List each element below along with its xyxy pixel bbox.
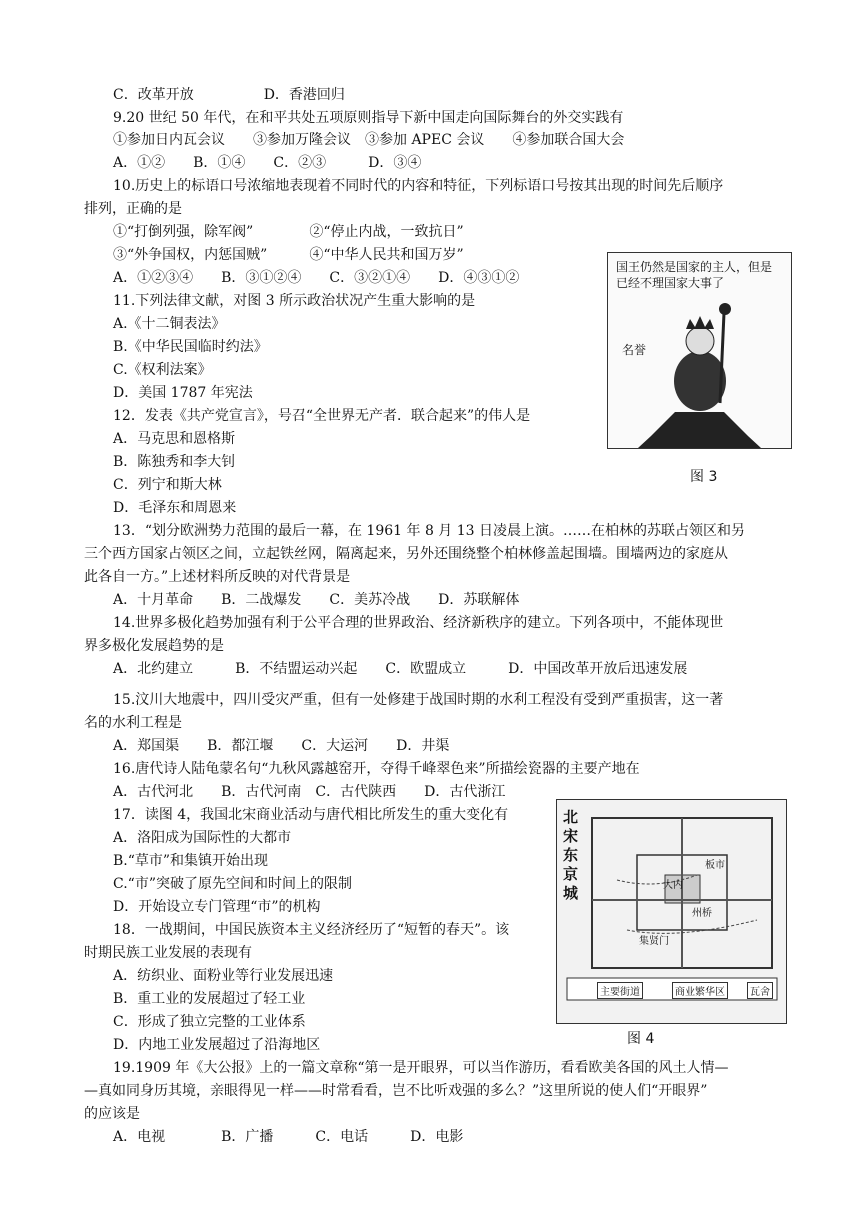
fig4-label-zhouqiao: 州桥 <box>692 908 712 919</box>
text-line: 11.下列法律文献，对图 3 所示政治状况产生重大影响的是 <box>113 293 476 309</box>
text-line: D．内地工业发展超过了沿海地区 <box>113 1037 321 1053</box>
text-line: D．开始设立专门管理“市”的机构 <box>113 899 321 915</box>
text-line: A．纺织业、面粉业等行业发展迅速 <box>113 968 334 984</box>
q14-text-end: 体现世 <box>681 615 724 631</box>
fig4-legend-2: 商业繁华区 <box>672 982 728 999</box>
text-line: 18．一战期间，中国民族资本主义经济经历了“短暂的春天”。该 <box>113 922 510 938</box>
q14-emphasis: 不能 <box>653 615 682 631</box>
question-14-stem-2: 界多极化发展趋势的是 <box>84 638 224 654</box>
fig3-speech: 国王仍然是国家的主人，但是 已经不理国家大事了 <box>616 260 773 290</box>
question-14-stem <box>113 612 723 634</box>
figure-4-caption: 图 4 <box>627 1031 655 1047</box>
text-line: D．美国 1787 年宪法 <box>113 385 253 401</box>
text-line: A．马克思和恩格斯 <box>113 431 236 447</box>
text-line: 12．发表《共产党宣言》，号召“全世界无产者．联合起来”的伟人是 <box>113 408 531 424</box>
text-line: 名的水利工程是 <box>84 715 182 731</box>
text-line: ①“打倒列强，除军阀” ②“停止内战，一致抗日” <box>113 224 464 240</box>
text-line: C．改革开放 D．香港回归 <box>113 87 345 103</box>
fig4-label-jixianmen: 集贤门 <box>639 936 669 947</box>
q14-text: 14.世界多极化趋势加强有利于公平合理的世界政治、经济新秩序的建立。下列各项中， <box>113 615 654 631</box>
text-line: B.“草市”和集镇开始出现 <box>113 853 269 869</box>
text-line: C.“市”突破了原先空间和时间上的限制 <box>113 876 352 892</box>
text-line: ①参加日内瓦会议 ③参加万隆会议 ③参加 APEC 会议 ④参加联合国大会 <box>113 132 625 148</box>
text-line: C．形成了独立完整的工业体系 <box>113 1014 306 1030</box>
text-line: ③“外争国权，内惩国贼” ④“中华人民共和国万岁” <box>113 247 464 263</box>
text-line: 时期民族工业发展的表现有 <box>84 945 252 961</box>
text-line: 16.唐代诗人陆龟蒙名句“九秋风露越窑开，夺得千峰翠色来”所描绘瓷器的主要产地在 <box>113 761 640 777</box>
text-line: 19.1909 年《大公报》上的一篇文章称“第一是开眼界，可以当作游历，看看欧美各国的风土人情— <box>113 1060 729 1076</box>
text-line: 9.20 世纪 50 年代，在和平共处五项原则指导下新中国走向国际舞台的外交实践有 <box>113 110 624 126</box>
figure-3 <box>607 252 792 449</box>
text-line: A．洛阳成为国际性的大都市 <box>113 830 292 846</box>
text-line: 10.历史上的标语口号浓缩地表现着不同时代的内容和特征，下列标语口号按其出现的时间先后顺序 <box>113 178 724 194</box>
text-line: C．列宁和斯大林 <box>113 477 222 493</box>
fig4-legend-1: 主要街道 <box>597 982 643 999</box>
text-line: D．毛泽东和周恩来 <box>113 500 237 516</box>
text-line: 13．“划分欧洲势力范围的最后一幕，在 1961 年 8 月 13 日凌晨上演。……在柏林的苏联占领区和另 <box>113 523 746 539</box>
text-line: B.《中华民国临时约法》 <box>113 339 268 355</box>
text-line: 15.汶川大地震中，四川受灾严重，但有一处修建于战国时期的水利工程没有受到严重损害，这一著 <box>113 692 724 708</box>
question-14-options: A．北约建立 B．不结盟运动兴起 C．欧盟成立 D．中国改革开放后迅速发展 <box>113 661 688 677</box>
text-line: 此各自一方。”上述材料所反映的对代背景是 <box>84 569 351 585</box>
text-line: A．古代河北 B．古代河南 C．古代陕西 D．古代浙江 <box>113 784 506 800</box>
text-line: 的应该是 <box>84 1106 140 1122</box>
fig4-label-danei: 大内 <box>663 880 683 891</box>
text-line: 排列，正确的是 <box>84 201 182 217</box>
figure-3-caption: 图 3 <box>690 469 718 485</box>
fig4-title: 北宋东京城 <box>563 808 579 902</box>
fig4-label-banshi: 板市 <box>705 860 725 871</box>
text-line: A．①② B．①④ C．②③ D．③④ <box>113 155 422 171</box>
text-line: 17．读图 4，我国北宋商业活动与唐代相比所发生的重大变化有 <box>113 807 509 823</box>
figure-4 <box>556 799 787 1024</box>
text-line: 三个西方国家占领区之间，立起铁丝网，隔离起来，另外还围绕整个柏林修盖起围墙。围墙两边的家庭从 <box>84 546 728 562</box>
text-line: B．重工业的发展超过了轻工业 <box>113 991 306 1007</box>
fig4-legend-3: 瓦舍 <box>747 982 773 999</box>
text-line: C.《权利法案》 <box>113 362 212 378</box>
text-line: B．陈独秀和李大钊 <box>113 454 236 470</box>
text-line: A．①②③④ B．③①②④ C．③②①④ D．④③①② <box>113 270 520 286</box>
text-line: —真如同身历其境，亲眼得见一样——时常看看，岂不比听戏强的多么？”这里所说的使人们“开眼界” <box>84 1083 708 1099</box>
text-line: A．郑国渠 B．都江堰 C．大运河 D．井渠 <box>113 738 450 754</box>
text-line: A.《十二铜表法》 <box>113 316 226 332</box>
text-line: A．电视 B．广播 C．电话 D．电影 <box>113 1129 464 1145</box>
text-line: A．十月革命 B．二战爆发 C．美苏冷战 D．苏联解体 <box>113 592 520 608</box>
fig3-label: 名誉 <box>622 343 647 357</box>
